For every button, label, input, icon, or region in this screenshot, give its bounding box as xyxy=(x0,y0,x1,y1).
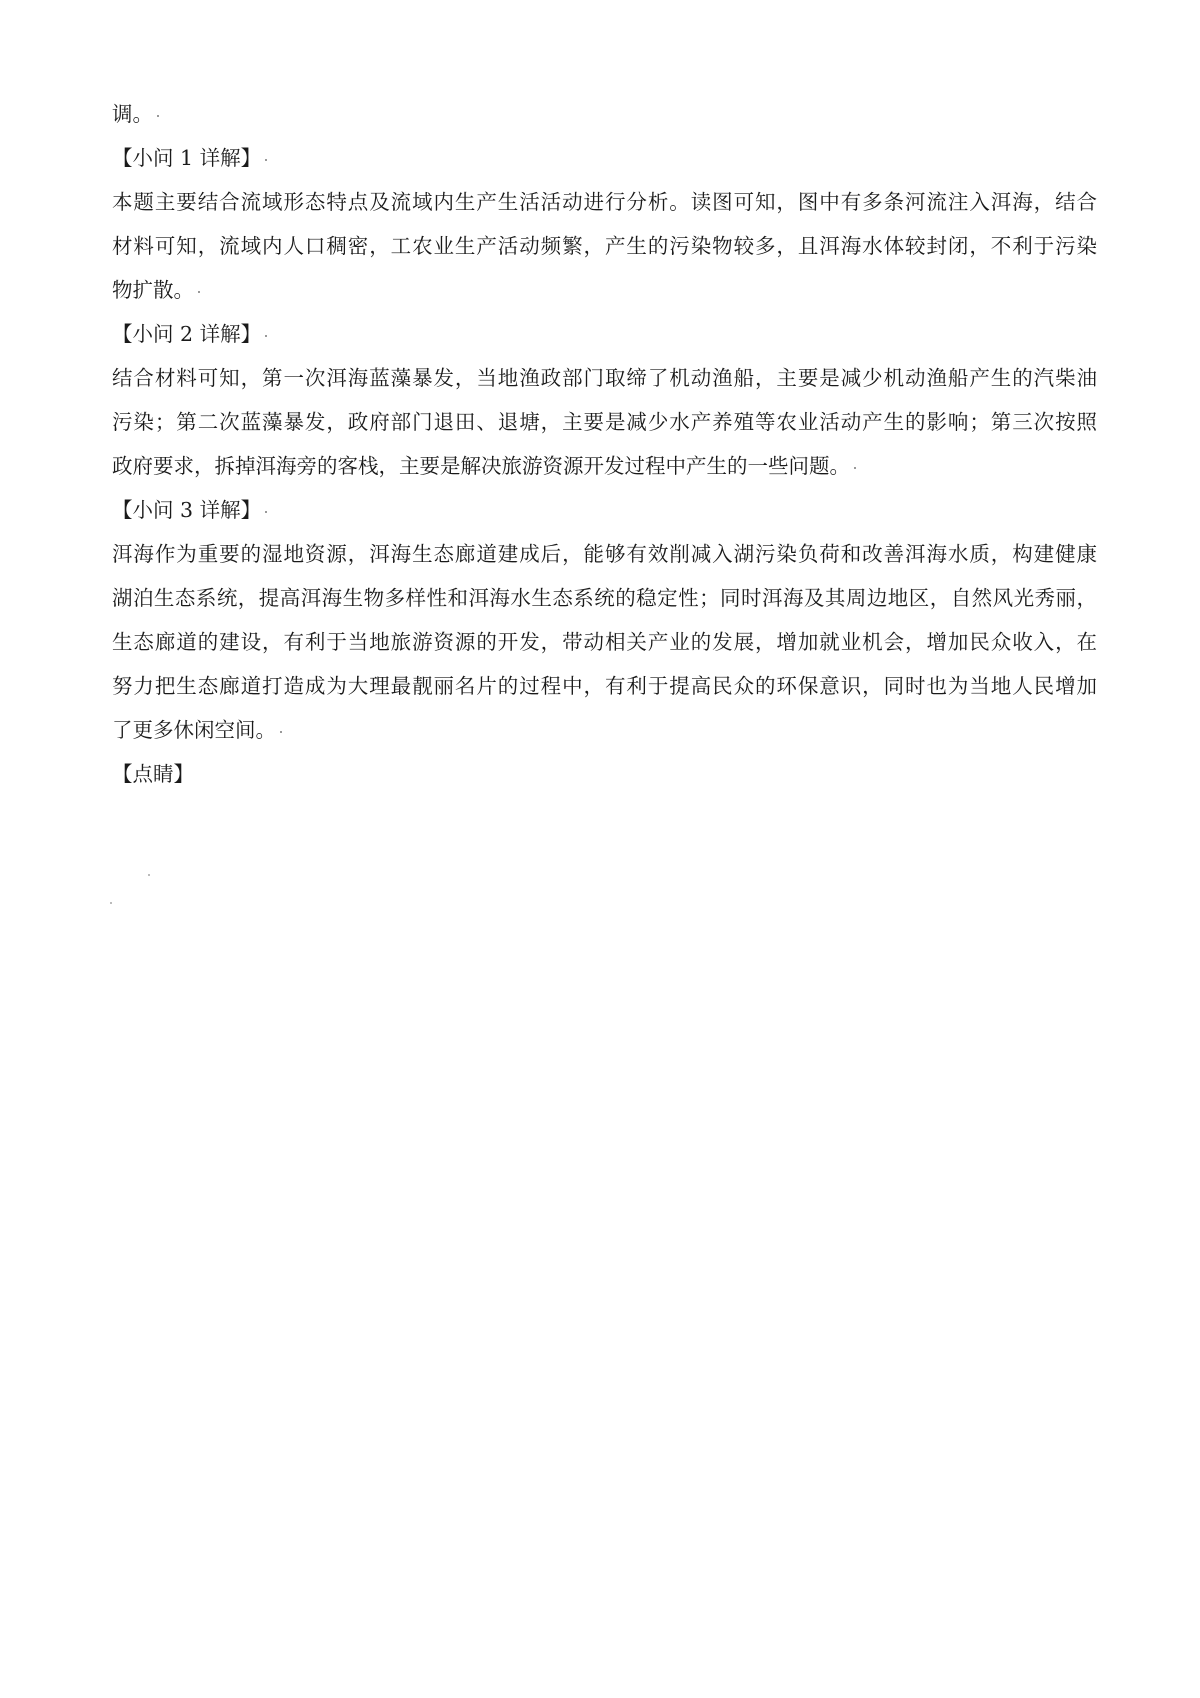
paragraph-line: 了更多休闲空间。 xyxy=(112,708,1097,752)
scan-speck xyxy=(110,902,112,904)
paragraph-line: 生态廊道的建设，有利于当地旅游资源的开发，带动相关产业的发展，增加就业机会，增加民众收入，在 xyxy=(112,630,1097,654)
document-body xyxy=(112,92,1097,796)
q1-heading: 【小问 1 详解】 xyxy=(112,136,1097,180)
paragraph-line: 政府要求，拆掉洱海旁的客栈，主要是解决旅游资源开发过程中产生的一些问题。 xyxy=(112,444,1097,488)
intro-tail: 调。 xyxy=(112,92,1097,136)
paragraph-line: 材料可知，流域内人口稠密，工农业生产活动频繁，产生的污染物较多，且洱海水体较封闭，不利于污染 xyxy=(112,234,1097,258)
scan-speck xyxy=(148,874,150,876)
q1-paragraph xyxy=(112,180,1097,312)
q2-heading: 【小问 2 详解】 xyxy=(112,312,1097,356)
paragraph-line: 本题主要结合流域形态特点及流域内生产生活活动进行分析。读图可知，图中有多条河流注入洱海，结合 xyxy=(112,190,1097,214)
paragraph-line: 污染；第二次蓝藻暴发，政府部门退田、退塘，主要是减少水产养殖等农业活动产生的影响；第三次按照 xyxy=(112,410,1097,434)
paragraph-line: 物扩散。 xyxy=(112,268,1097,312)
paragraph-line: 结合材料可知，第一次洱海蓝藻暴发，当地渔政部门取缔了机动渔船，主要是减少机动渔船产生的汽柴油 xyxy=(112,366,1097,390)
paragraph-line: 努力把生态廊道打造成为大理最靓丽名片的过程中，有利于提高民众的环保意识，同时也为当地人民增加 xyxy=(112,674,1097,698)
comment-heading: 【点睛】 xyxy=(112,762,194,786)
paragraph-line: 湖泊生态系统，提高洱海生物多样性和洱海水生态系统的稳定性；同时洱海及其周边地区，自然风光秀丽， xyxy=(112,586,1097,610)
paragraph-line: 洱海作为重要的湿地资源，洱海生态廊道建成后，能够有效削减入湖污染负荷和改善洱海水质，构建健康 xyxy=(112,542,1097,566)
q2-paragraph xyxy=(112,356,1097,488)
q3-paragraph xyxy=(112,532,1097,752)
q3-heading: 【小问 3 详解】 xyxy=(112,488,1097,532)
